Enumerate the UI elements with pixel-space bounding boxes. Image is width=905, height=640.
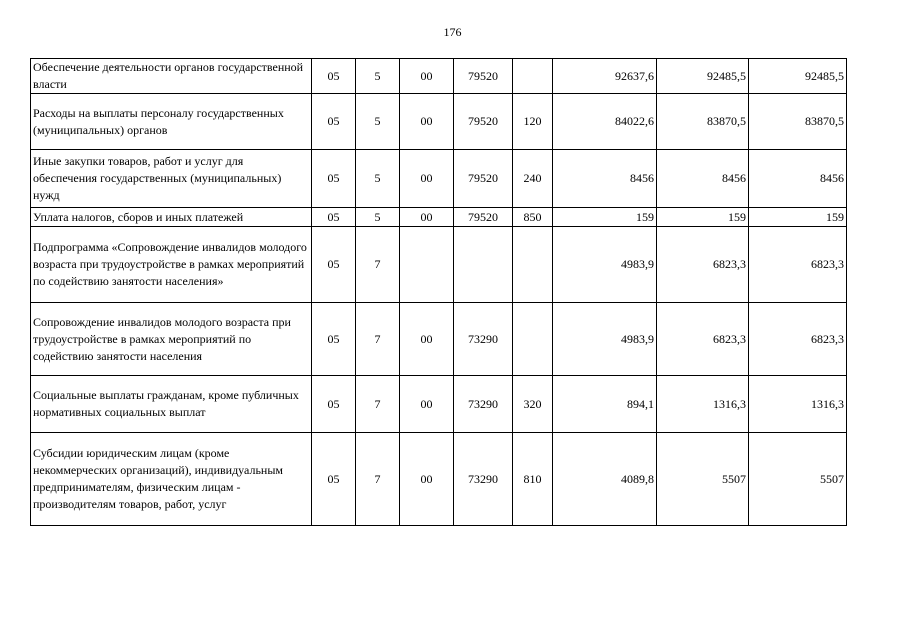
row-value-1: 4089,8 [553, 433, 657, 526]
row-code-program: 5 [356, 208, 400, 227]
row-value-1: 92637,6 [553, 59, 657, 94]
row-value-3: 1316,3 [749, 376, 847, 433]
row-name: Социальные выплаты гражданам, кроме публичных нормативных социальных выплат [31, 376, 312, 433]
row-code-target: 79520 [454, 94, 513, 150]
row-value-2: 92485,5 [657, 59, 749, 94]
row-value-1: 4983,9 [553, 227, 657, 303]
table-row [31, 303, 847, 376]
row-code-section: 05 [312, 303, 356, 376]
budget-table [30, 58, 847, 526]
row-value-3: 159 [749, 208, 847, 227]
row-name: Иные закупки товаров, работ и услуг для обеспечения государственных (муниципальных) нужд [31, 150, 312, 208]
row-name: Подпрограмма «Сопровождение инвалидов молодого возраста при трудоустройстве в рамках мероприятий по содействию занятости населения» [31, 227, 312, 303]
row-code-expense [513, 227, 553, 303]
row-value-2: 6823,3 [657, 227, 749, 303]
row-code-target: 79520 [454, 150, 513, 208]
row-value-2: 5507 [657, 433, 749, 526]
table-row [31, 433, 847, 526]
row-value-1: 8456 [553, 150, 657, 208]
page-number: 176 [443, 25, 462, 39]
row-code-sub: 00 [400, 303, 454, 376]
row-value-3: 83870,5 [749, 94, 847, 150]
row-code-sub: 00 [400, 150, 454, 208]
row-value-2: 6823,3 [657, 303, 749, 376]
row-code-expense [513, 59, 553, 94]
row-code-program: 7 [356, 303, 400, 376]
row-code-program: 5 [356, 59, 400, 94]
row-code-expense: 320 [513, 376, 553, 433]
row-code-target: 73290 [454, 376, 513, 433]
row-code-target: 73290 [454, 433, 513, 526]
row-value-1: 159 [553, 208, 657, 227]
row-value-2: 83870,5 [657, 94, 749, 150]
row-code-program: 7 [356, 376, 400, 433]
table-row [31, 376, 847, 433]
row-code-expense: 850 [513, 208, 553, 227]
row-code-target: 79520 [454, 59, 513, 94]
row-code-section: 05 [312, 150, 356, 208]
row-value-3: 6823,3 [749, 303, 847, 376]
row-code-section: 05 [312, 433, 356, 526]
table-row [31, 227, 847, 303]
table-row [31, 59, 847, 94]
row-code-target: 79520 [454, 208, 513, 227]
row-code-section: 05 [312, 227, 356, 303]
row-code-sub: 00 [400, 433, 454, 526]
row-name: Расходы на выплаты персоналу государственных (муниципальных) органов [31, 94, 312, 150]
row-value-2: 159 [657, 208, 749, 227]
row-value-3: 8456 [749, 150, 847, 208]
row-code-section: 05 [312, 208, 356, 227]
row-code-section: 05 [312, 376, 356, 433]
row-code-section: 05 [312, 94, 356, 150]
row-code-expense [513, 303, 553, 376]
row-code-target: 73290 [454, 303, 513, 376]
row-value-3: 92485,5 [749, 59, 847, 94]
row-name: Сопровождение инвалидов молодого возраста при трудоустройстве в рамках мероприятий по содействию занятости населения [31, 303, 312, 376]
row-code-program: 7 [356, 433, 400, 526]
row-code-sub: 00 [400, 94, 454, 150]
row-value-2: 1316,3 [657, 376, 749, 433]
row-name: Субсидии юридическим лицам (кроме некоммерческих организаций), индивидуальным предпринимателям, физическим лицам - производителям товаров, работ, услуг [31, 433, 312, 526]
row-code-expense: 240 [513, 150, 553, 208]
row-name: Уплата налогов, сборов и иных платежей [31, 208, 312, 227]
table-row [31, 208, 847, 227]
row-code-program: 7 [356, 227, 400, 303]
row-code-sub [400, 227, 454, 303]
row-value-1: 894,1 [553, 376, 657, 433]
row-code-sub: 00 [400, 59, 454, 94]
row-code-sub: 00 [400, 376, 454, 433]
row-value-1: 84022,6 [553, 94, 657, 150]
row-code-expense: 810 [513, 433, 553, 526]
row-name: Обеспечение деятельности органов государственной власти [31, 59, 312, 94]
table-row [31, 150, 847, 208]
table-row [31, 94, 847, 150]
row-value-3: 5507 [749, 433, 847, 526]
row-value-2: 8456 [657, 150, 749, 208]
row-code-program: 5 [356, 150, 400, 208]
row-code-expense: 120 [513, 94, 553, 150]
row-code-sub: 00 [400, 208, 454, 227]
row-code-program: 5 [356, 94, 400, 150]
row-code-section: 05 [312, 59, 356, 94]
row-value-1: 4983,9 [553, 303, 657, 376]
row-code-target [454, 227, 513, 303]
row-value-3: 6823,3 [749, 227, 847, 303]
